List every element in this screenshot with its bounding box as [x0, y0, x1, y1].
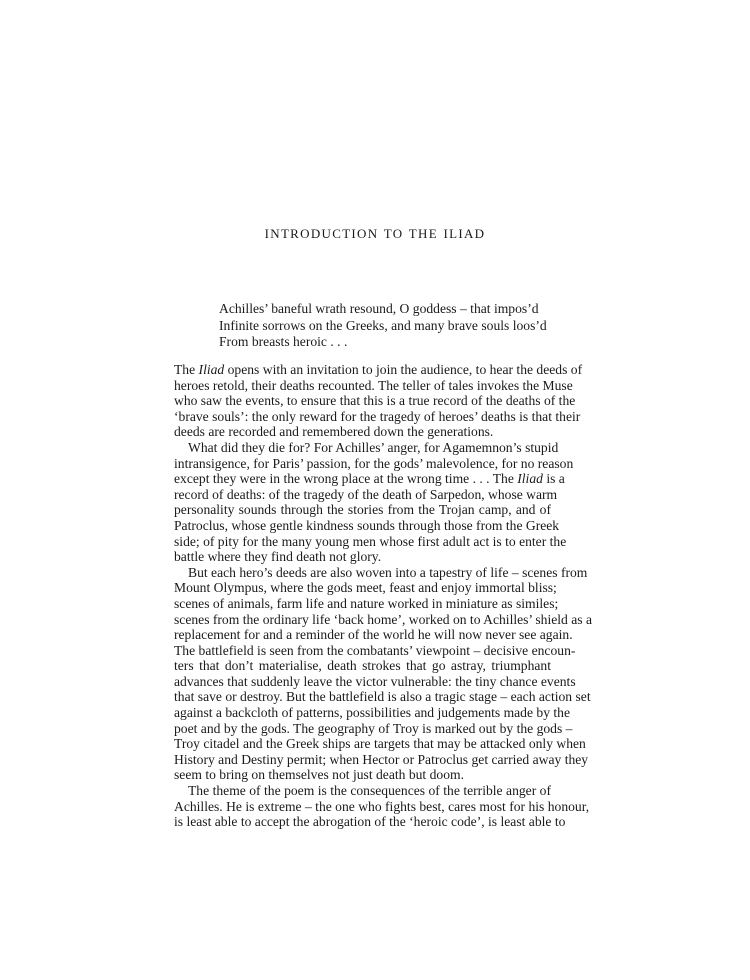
paragraph-2-line: intransigence, for Paris’ passion, for the gods’ malevolence, for no reason — [174, 455, 574, 471]
paragraph-3-line: Troy citadel and the Greek ships are targets that may be attacked only when — [174, 736, 586, 752]
paragraph-2-line: personality sounds through the stories from the Trojan camp, and of — [174, 502, 551, 518]
paragraph-1-line: deeds are recorded and remembered down the generations. — [174, 424, 494, 440]
epigraph — [219, 301, 559, 351]
paragraph-3-line: But each hero’s deeds are also woven into a tapestry of life – scenes from — [188, 564, 588, 580]
paragraph-2-line: side; of pity for the many young men whose first adult act is to enter the — [174, 533, 567, 549]
paragraph-3-line: Mount Olympus, where the gods meet, feast and enjoy immortal bliss; — [174, 580, 557, 596]
paragraph-3-line: poet and by the gods. The geography of Troy is marked out by the gods – — [174, 720, 573, 736]
paragraph-3-line: seem to bring on themselves not just death but doom. — [174, 767, 464, 783]
paragraph-3-line: replacement for and a reminder of the world he will now never see again. — [174, 627, 573, 643]
epigraph-line: Achilles’ baneful wrath resound, O goddess – that impos’d — [219, 301, 539, 316]
chapter-title: INTRODUCTION TO THE ILIAD — [264, 226, 486, 241]
epigraph-line: From breasts heroic . . . — [219, 334, 348, 349]
paragraph-1-line: heroes retold, their deaths recounted. The teller of tales invokes the Muse — [174, 377, 573, 393]
epigraph-line: Infinite sorrows on the Greeks, and many brave souls loos’d — [219, 317, 547, 333]
paragraph-2-line: Patroclus, whose gentle kindness sounds through those from the Greek — [174, 517, 560, 533]
paragraph-4-line: Achilles. He is extreme – the one who fights best, cares most for his honour, — [174, 798, 590, 814]
italic-title: Iliad — [198, 362, 225, 377]
paragraph-2-line: except they were in the wrong place at the wrong time . . . The Iliad is a — [174, 471, 565, 487]
paragraph-4-line: is least able to accept the abrogation of the ‘heroic code’, is least able to — [174, 814, 566, 830]
paragraph-1-line: who saw the events, to ensure that this is a true record of the deaths of the — [174, 393, 576, 409]
paragraph-3-line: scenes of animals, farm life and nature worked in miniature as similes; — [174, 595, 559, 611]
italic-title: Iliad — [517, 471, 543, 487]
paragraph-2-line: record of deaths: of the tragedy of the death of Sarpedon, whose warm — [174, 486, 558, 502]
paragraph-3-line: that save or destroy. But the battlefield is also a tragic stage – each action set — [174, 689, 591, 705]
paragraph-3-line: ters that don’t materialise, death strokes that go astray, triumphant — [174, 658, 551, 674]
paragraph-1-line: The Iliad opens with an invitation to join the audience, to hear the deeds of — [174, 362, 583, 377]
paragraph-4-line: The theme of the poem is the consequences of the terrible anger of — [188, 783, 551, 799]
paragraph-3-line: advances that suddenly leave the victor vulnerable: the tiny chance events — [174, 673, 576, 689]
paragraph-1-line: ‘brave souls’: the only reward for the tragedy of heroes’ deaths is that their — [174, 408, 581, 424]
paragraph-3-line: scenes from the ordinary life ‘back home’, worked on to Achilles’ shield as a — [174, 611, 593, 627]
paragraph-3-line: The battlefield is seen from the combatants’ viewpoint – decisive encoun- — [174, 642, 576, 658]
body-text — [174, 362, 593, 830]
paragraph-3-line: against a backcloth of patterns, possibilities and judgements made by the — [174, 705, 571, 721]
paragraph-2-line: What did they die for? For Achilles’ anger, for Agamemnon’s stupid — [188, 439, 559, 455]
paragraph-2-line: battle where they find death not glory. — [174, 549, 382, 565]
paragraph-3-line: History and Destiny permit; when Hector or Patroclus get carried away they — [174, 751, 589, 767]
